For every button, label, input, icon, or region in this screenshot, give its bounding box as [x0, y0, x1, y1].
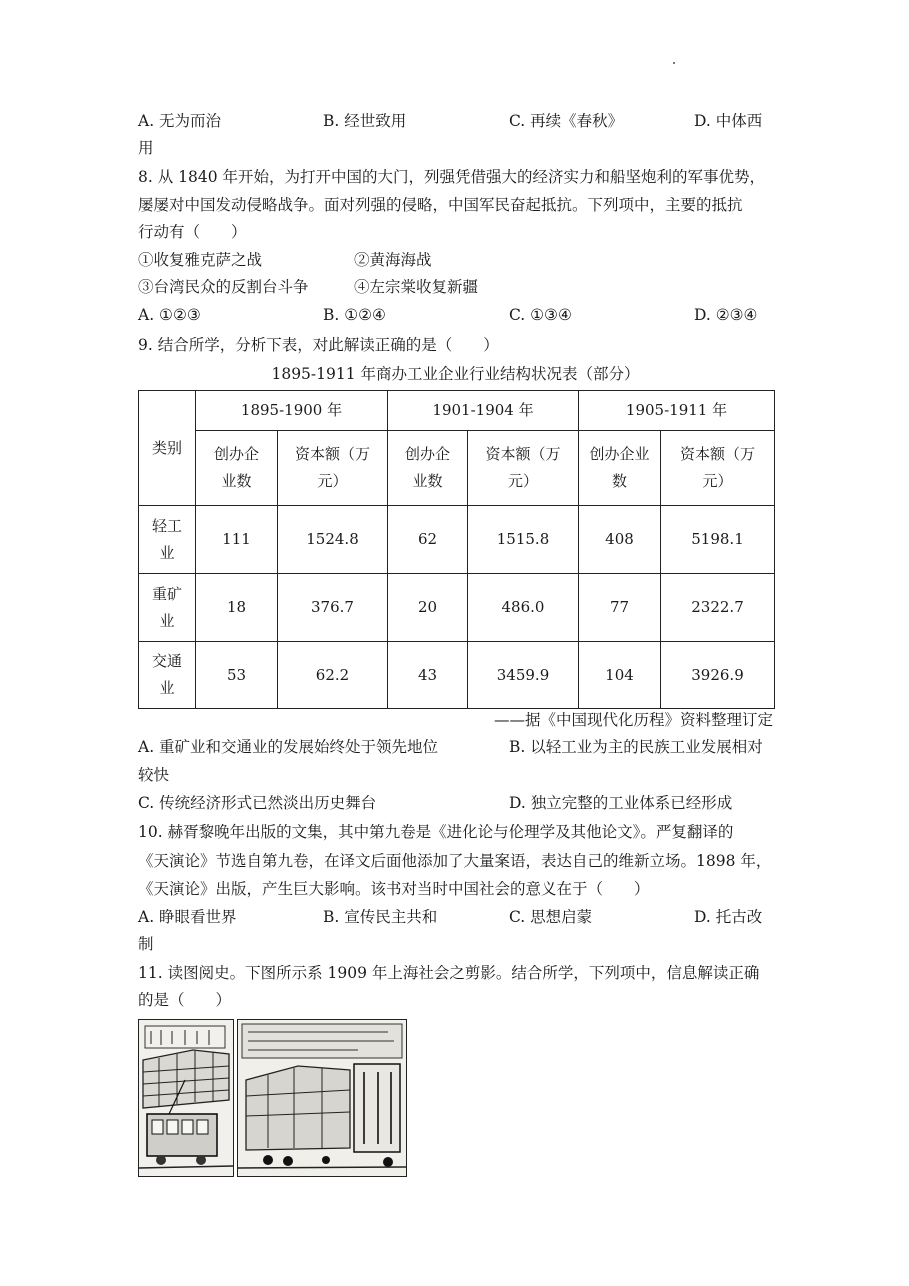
- row-name: 交通业: [139, 642, 196, 709]
- table-cell: 62.2: [278, 642, 388, 709]
- table-cell: 20: [388, 574, 468, 642]
- table-cell: 62: [388, 506, 468, 574]
- tram-street-picture: [138, 1019, 234, 1177]
- street-shops-picture: [237, 1019, 407, 1177]
- sub-header-capital-1: 资本额（万元）: [278, 431, 388, 506]
- table-row: [139, 506, 775, 574]
- table-cell: 1515.8: [468, 506, 579, 574]
- q10-option-d: D. 托古改: [694, 908, 763, 926]
- q10-option-a: A. 睁眼看世界: [138, 908, 237, 926]
- table-cell: 43: [388, 642, 468, 709]
- q9-option-b-wrap: 较快: [138, 766, 170, 784]
- q10-option-c: C. 思想启蒙: [509, 908, 593, 926]
- q10-option-d-wrap: 制: [138, 935, 154, 953]
- table-cell: 2322.7: [661, 574, 775, 642]
- table-row: [139, 642, 775, 709]
- q7-option-c: C. 再续《春秋》: [509, 112, 624, 130]
- q8-item-1: ①收复雅克萨之战: [138, 251, 263, 269]
- table-cell: 5198.1: [661, 506, 775, 574]
- sub-header-capital-3: 资本额（万元）: [661, 431, 775, 506]
- table-cell: 376.7: [278, 574, 388, 642]
- q7-option-d: D. 中体西: [694, 112, 763, 130]
- q10-stem-line-3: 《天演论》出版，产生巨大影响。该书对当时中国社会的意义在于（ ）: [138, 880, 650, 898]
- q7-option-a: A. 无为而治: [138, 112, 222, 130]
- q8-option-a: A. ①②③: [138, 306, 201, 324]
- period-header-3: 1905-1911 年: [579, 391, 775, 431]
- sub-header-count-2: 创办企业数: [388, 431, 468, 506]
- q8-item-2: ②黄海海战: [354, 251, 432, 269]
- q10-option-b: B. 宣传民主共和: [323, 908, 438, 926]
- q8-stem-line-2: 屡屡对中国发动侵略战争。面对列强的侵略，中国军民奋起抵抗。下列项中，主要的抵抗: [138, 196, 743, 214]
- scan-dot: [673, 62, 675, 64]
- q8-stem-line-3: 行动有（ ）: [138, 223, 247, 241]
- q11-stem-line-2: 的是（ ）: [138, 991, 232, 1009]
- table-cell: 104: [579, 642, 661, 709]
- table-cell: 3926.9: [661, 642, 775, 709]
- q11-stem-line-1: 11. 读图阅史。下图所示系 1909 年上海社会之剪影。结合所学，下列项中，信息解读正确: [138, 964, 760, 982]
- q8-option-b: B. ①②④: [323, 306, 386, 324]
- table-cell: 486.0: [468, 574, 579, 642]
- table-title: 1895-1911 年商办工业企业行业结构状况表（部分）: [271, 365, 640, 383]
- table-cell: 111: [196, 506, 278, 574]
- q8-item-4: ④左宗棠收复新疆: [354, 278, 479, 296]
- q7-option-b: B. 经世致用: [323, 112, 407, 130]
- period-header-2: 1901-1904 年: [388, 391, 579, 431]
- q8-stem-line-1: 8. 从 1840 年开始，为打开中国的大门，列强凭借强大的经济实力和船坚炮利的军事优势，: [138, 168, 766, 186]
- table-cell: 77: [579, 574, 661, 642]
- q10-stem-line-1: 10. 赫胥黎晚年出版的文集，其中第九卷是《进化论与伦理学及其他论文》。严复翻译的: [138, 823, 734, 841]
- sub-header-count-3: 创办企业数: [579, 431, 661, 506]
- q8-option-c: C. ①③④: [509, 306, 572, 324]
- q10-stem-line-2: 《天演论》节选自第九卷，在译文后面他添加了大量案语，表达自己的维新立场。1898 年，: [138, 852, 772, 870]
- row-name: 重矿业: [139, 574, 196, 642]
- sub-header-count-1: 创办企业数: [196, 431, 278, 506]
- q9-option-a: A. 重矿业和交通业的发展始终处于领先地位: [138, 738, 439, 756]
- category-header: 类别: [139, 391, 196, 506]
- table-source: ——据《中国现代化历程》资料整理订定: [493, 711, 773, 729]
- table-row: [139, 574, 775, 642]
- q9-stem: 9. 结合所学，分析下表，对此解读正确的是（ ）: [138, 336, 499, 354]
- sub-header-capital-2: 资本额（万元）: [468, 431, 579, 506]
- table-cell: 53: [196, 642, 278, 709]
- table-cell: 408: [579, 506, 661, 574]
- q8-item-3: ③台湾民众的反割台斗争: [138, 278, 309, 296]
- table-cell: 18: [196, 574, 278, 642]
- shanghai-1909-illustration: [138, 1019, 408, 1175]
- table-cell: 1524.8: [278, 506, 388, 574]
- table-cell: 3459.9: [468, 642, 579, 709]
- q7-option-d-wrap: 用: [138, 139, 154, 157]
- row-name: 轻工业: [139, 506, 196, 574]
- q9-option-c: C. 传统经济形式已然淡出历史舞台: [138, 794, 377, 812]
- period-header-1: 1895-1900 年: [196, 391, 388, 431]
- q9-option-b: B. 以轻工业为主的民族工业发展相对: [509, 738, 763, 756]
- industry-structure-table: [138, 390, 775, 709]
- q9-option-d: D. 独立完整的工业体系已经形成: [509, 794, 733, 812]
- q8-option-d: D. ②③④: [694, 306, 758, 324]
